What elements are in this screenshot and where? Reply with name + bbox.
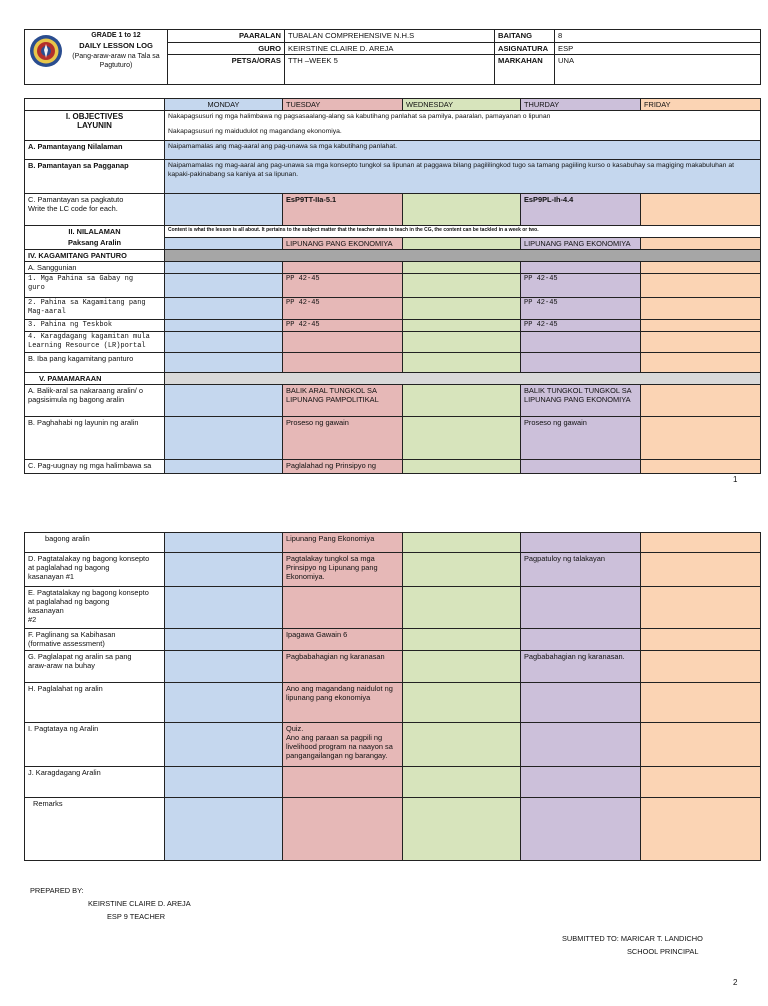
pamamaraan-label: V. PAMAMARAAN [25,372,165,384]
page2-lesson-table [24,532,761,861]
paghahabi-tuesday: Proseso ng gawain [283,416,403,459]
f-label: F. Paglinang sa Kabihasan (formative assessment) [25,629,165,651]
gabay-label: 1. Mga Pahina sa Gabay ng guro [25,273,165,297]
day-thursday: THURDAY [521,99,641,111]
teacher-role: ESP 9 TEACHER [107,912,166,921]
pamantayan-pagganap-text: Naipamamalas ng mag-aaral ang pag-unawa sa mga konsepto tungkol sa lipunan at paggawa bilang pagililingkod tugo sa tamang pagiiling kurso o kasabuhay sa magiging makabuluhan at kapaki-pakinabang sa kaniya at sa lipunan. [165,160,761,194]
iba-row [25,352,761,372]
objectives-text-2: Nakapagsusuri ng maidudulot ng magandang ekonomiya. [168,128,342,135]
sanggunian-label: A. Sanggunian [25,261,165,273]
markahan-label: MARKAHAN [495,55,555,85]
pamantayan-pagganap-label: B. Pamantayan sa Pagganap [25,160,165,194]
pagkatuto-label: C. Pamantayan sa pagkatuto Write the LC code for each. [25,194,165,226]
paksang-row [25,237,761,249]
guro-label: GURO [168,42,285,55]
f-tuesday: Ipagawa Gawain 6 [283,629,403,651]
h-row [25,683,761,723]
i-row [25,723,761,767]
paghahabi-thursday: Proseso ng gawain [521,416,641,459]
paksang-thursday: LIPUNANG PANG EKONOMIYA [521,237,641,249]
markahan-value: UNA [555,55,761,85]
document-subtitle: (Pang-araw-araw na Tala sa Pagtuturo) [72,53,160,69]
day-wednesday: WEDNESDAY [403,99,521,111]
days-header-row [25,99,761,111]
d-label: D. Pagtatalakay ng bagong konsepto at paglalahad ng bagong kasanayan #1 [25,553,165,587]
logo-title-cell [25,30,168,85]
petsa-label: PETSA/ORAS [168,55,285,85]
pamamaraan-row [25,372,761,384]
teksbok-label: 3. Pahina ng Teskbok [25,319,165,331]
paghahabi-row [25,416,761,459]
objectives-text [165,111,761,141]
teksbok-tuesday: PP 42-45 [283,319,403,331]
day-monday: MONDAY [165,99,283,111]
bagong-tuesday: Lipunang Pang Ekonomiya [283,533,403,553]
grade-label: GRADE 1 to 12 [91,32,141,39]
page1-lesson-table-wrap [24,98,761,474]
submitted-to: SUBMITTED TO: MARICAR T. LANDICHO [562,934,703,943]
iba-label: B. Iba pang kagamitang panturo [25,352,165,372]
bagong-row [25,533,761,553]
paghahabi-label: B. Paghahabi ng layunin ng aralin [25,416,165,459]
balik-row [25,384,761,416]
paksang-label: Paksang Aralin [25,237,165,249]
lc-code-thursday: EsP9PL-Ih-4.4 [521,194,641,226]
page-number-2: 2 [733,978,738,987]
teksbok-row [25,319,761,331]
pamantayang-nilalaman-label: A. Pamantayang Nilalaman [25,141,165,160]
kagamitang-row [25,249,761,261]
kagamitang-thursday: PP 42-45 [521,297,641,319]
prepared-by-label: PREPARED BY: [30,886,84,895]
lc-code-tuesday: EsP9TT-IIa-5.1 [283,194,403,226]
nilalaman-label: II. NILALAMAN [25,226,165,238]
e-row [25,587,761,629]
header-block [24,29,761,85]
paaralan-label: PAARALAN [168,30,285,43]
paksang-tuesday: LIPUNANG PANG EKONOMIYA [283,237,403,249]
karagdagang-row [25,331,761,352]
e-label: E. Pagtatalakay ng bagong konsepto at paglalahad ng bagong kasanayan #2 [25,587,165,629]
asignatura-value: ESP [555,42,761,55]
kagamitang-pang-row [25,297,761,319]
kagamitang-pang-label: 2. Pahina sa Kagamitang pang Mag-aaral [25,297,165,319]
nilalaman-note: Content is what the lesson is all about. It pertains to the subject matter that the teacher aims to teach in the CG, the content can be tackled in a week or two. [165,226,761,238]
header-table [24,29,761,85]
petsa-value: TTH –WEEK 5 [285,55,495,85]
j-label: J. Karagdagang Aralin [25,767,165,798]
g-tuesday: Pagbabahagian ng karanasan [283,651,403,683]
remarks-row [25,798,761,861]
i-tuesday: Quiz. Ano ang paraan sa pagpili ng livelihood program na naayon sa pangangailangan ng barangay. [283,723,403,767]
page2-lesson-table-wrap [24,532,761,861]
d-tuesday: Pagtalakay tungkol sa mga Prinsipyo ng Lipunang pang Ekonomiya. [283,553,403,587]
nilalaman-row [25,226,761,238]
karagdagang-label: 4. Karagdagang kagamitan mula Learning Resource (LR)portal [25,331,165,352]
gabay-row [25,273,761,297]
i-label: I. Pagtataya ng Aralin [25,723,165,767]
day-friday: FRIDAY [641,99,761,111]
j-row [25,767,761,798]
principal-role: SCHOOL PRINCIPAL [627,947,699,956]
gabay-thursday: PP 42-45 [521,273,641,297]
document-title: DAILY LESSON LOG [79,41,153,50]
g-label: G. Paglalapat ng aralin sa pang araw-araw na buhay [25,651,165,683]
page1-lesson-table [24,98,761,474]
pamantayang-nilalaman-row [25,141,761,160]
deped-seal-icon [29,34,63,68]
balik-label: A. Balik-aral sa nakaraang aralin/ o pagsisimula ng bagong aralin [25,384,165,416]
sanggunian-row [25,261,761,273]
page-number-1: 1 [733,475,738,484]
paguugnay-label: C. Pag-uugnay ng mga halimbawa sa [25,459,165,473]
d-row [25,553,761,587]
h-label: H. Paglalahat ng aralin [25,683,165,723]
pagkatuto-row [25,194,761,226]
kagamitang-tuesday: PP 42-45 [283,297,403,319]
bagong-label: bagong aralin [25,533,165,553]
pamantayang-nilalaman-text: Naipamamalas ang mag-aaral ang pag-unawa sa mga kabutihang panlahat. [165,141,761,160]
balik-tuesday: BALIK ARAL TUNGKOL SA LIPUNANG PAMPOLITIKAL [283,384,403,416]
objectives-row [25,111,761,141]
paguugnay-tuesday: Paglalahad ng Prinsipyo ng [283,459,403,473]
gabay-tuesday: PP 42-45 [283,273,403,297]
g-thursday: Pagbabahagian ng karanasan. [521,651,641,683]
teacher-name: KEIRSTINE CLAIRE D. AREJA [88,899,191,908]
objectives-label: I. OBJECTIVES LAYUNIN [25,111,165,141]
pamantayan-pagganap-row [25,160,761,194]
balik-thursday: BALIK TUNGKOL TUNGKOL SA LIPUNANG PANG EKONOMIYA [521,384,641,416]
guro-value: KEIRSTINE CLAIRE D. AREJA [285,42,495,55]
h-tuesday: Ano ang magandang naidulot ng lipunang pang ekonomiya [283,683,403,723]
baitang-label: BAITANG [495,30,555,43]
paguugnay-row [25,459,761,473]
asignatura-label: ASIGNATURA [495,42,555,55]
paaralan-value: TUBALAN COMPREHENSIVE N.H.S [285,30,495,43]
d-thursday: Pagpatuloy ng talakayan [521,553,641,587]
objectives-text-1: Nakapagsusuri ng mga halimbawa ng pagsasaalang-alang sa kabutihang panlahat sa pamilya, paaralan, pamayanan o lipunan [168,113,551,120]
remarks-label: Remarks [25,798,165,861]
kagamitang-label: IV. KAGAMITANG PANTURO [25,249,165,261]
baitang-value: 8 [555,30,761,43]
day-tuesday: TUESDAY [283,99,403,111]
f-row [25,629,761,651]
teksbok-thursday: PP 42-45 [521,319,641,331]
g-row [25,651,761,683]
